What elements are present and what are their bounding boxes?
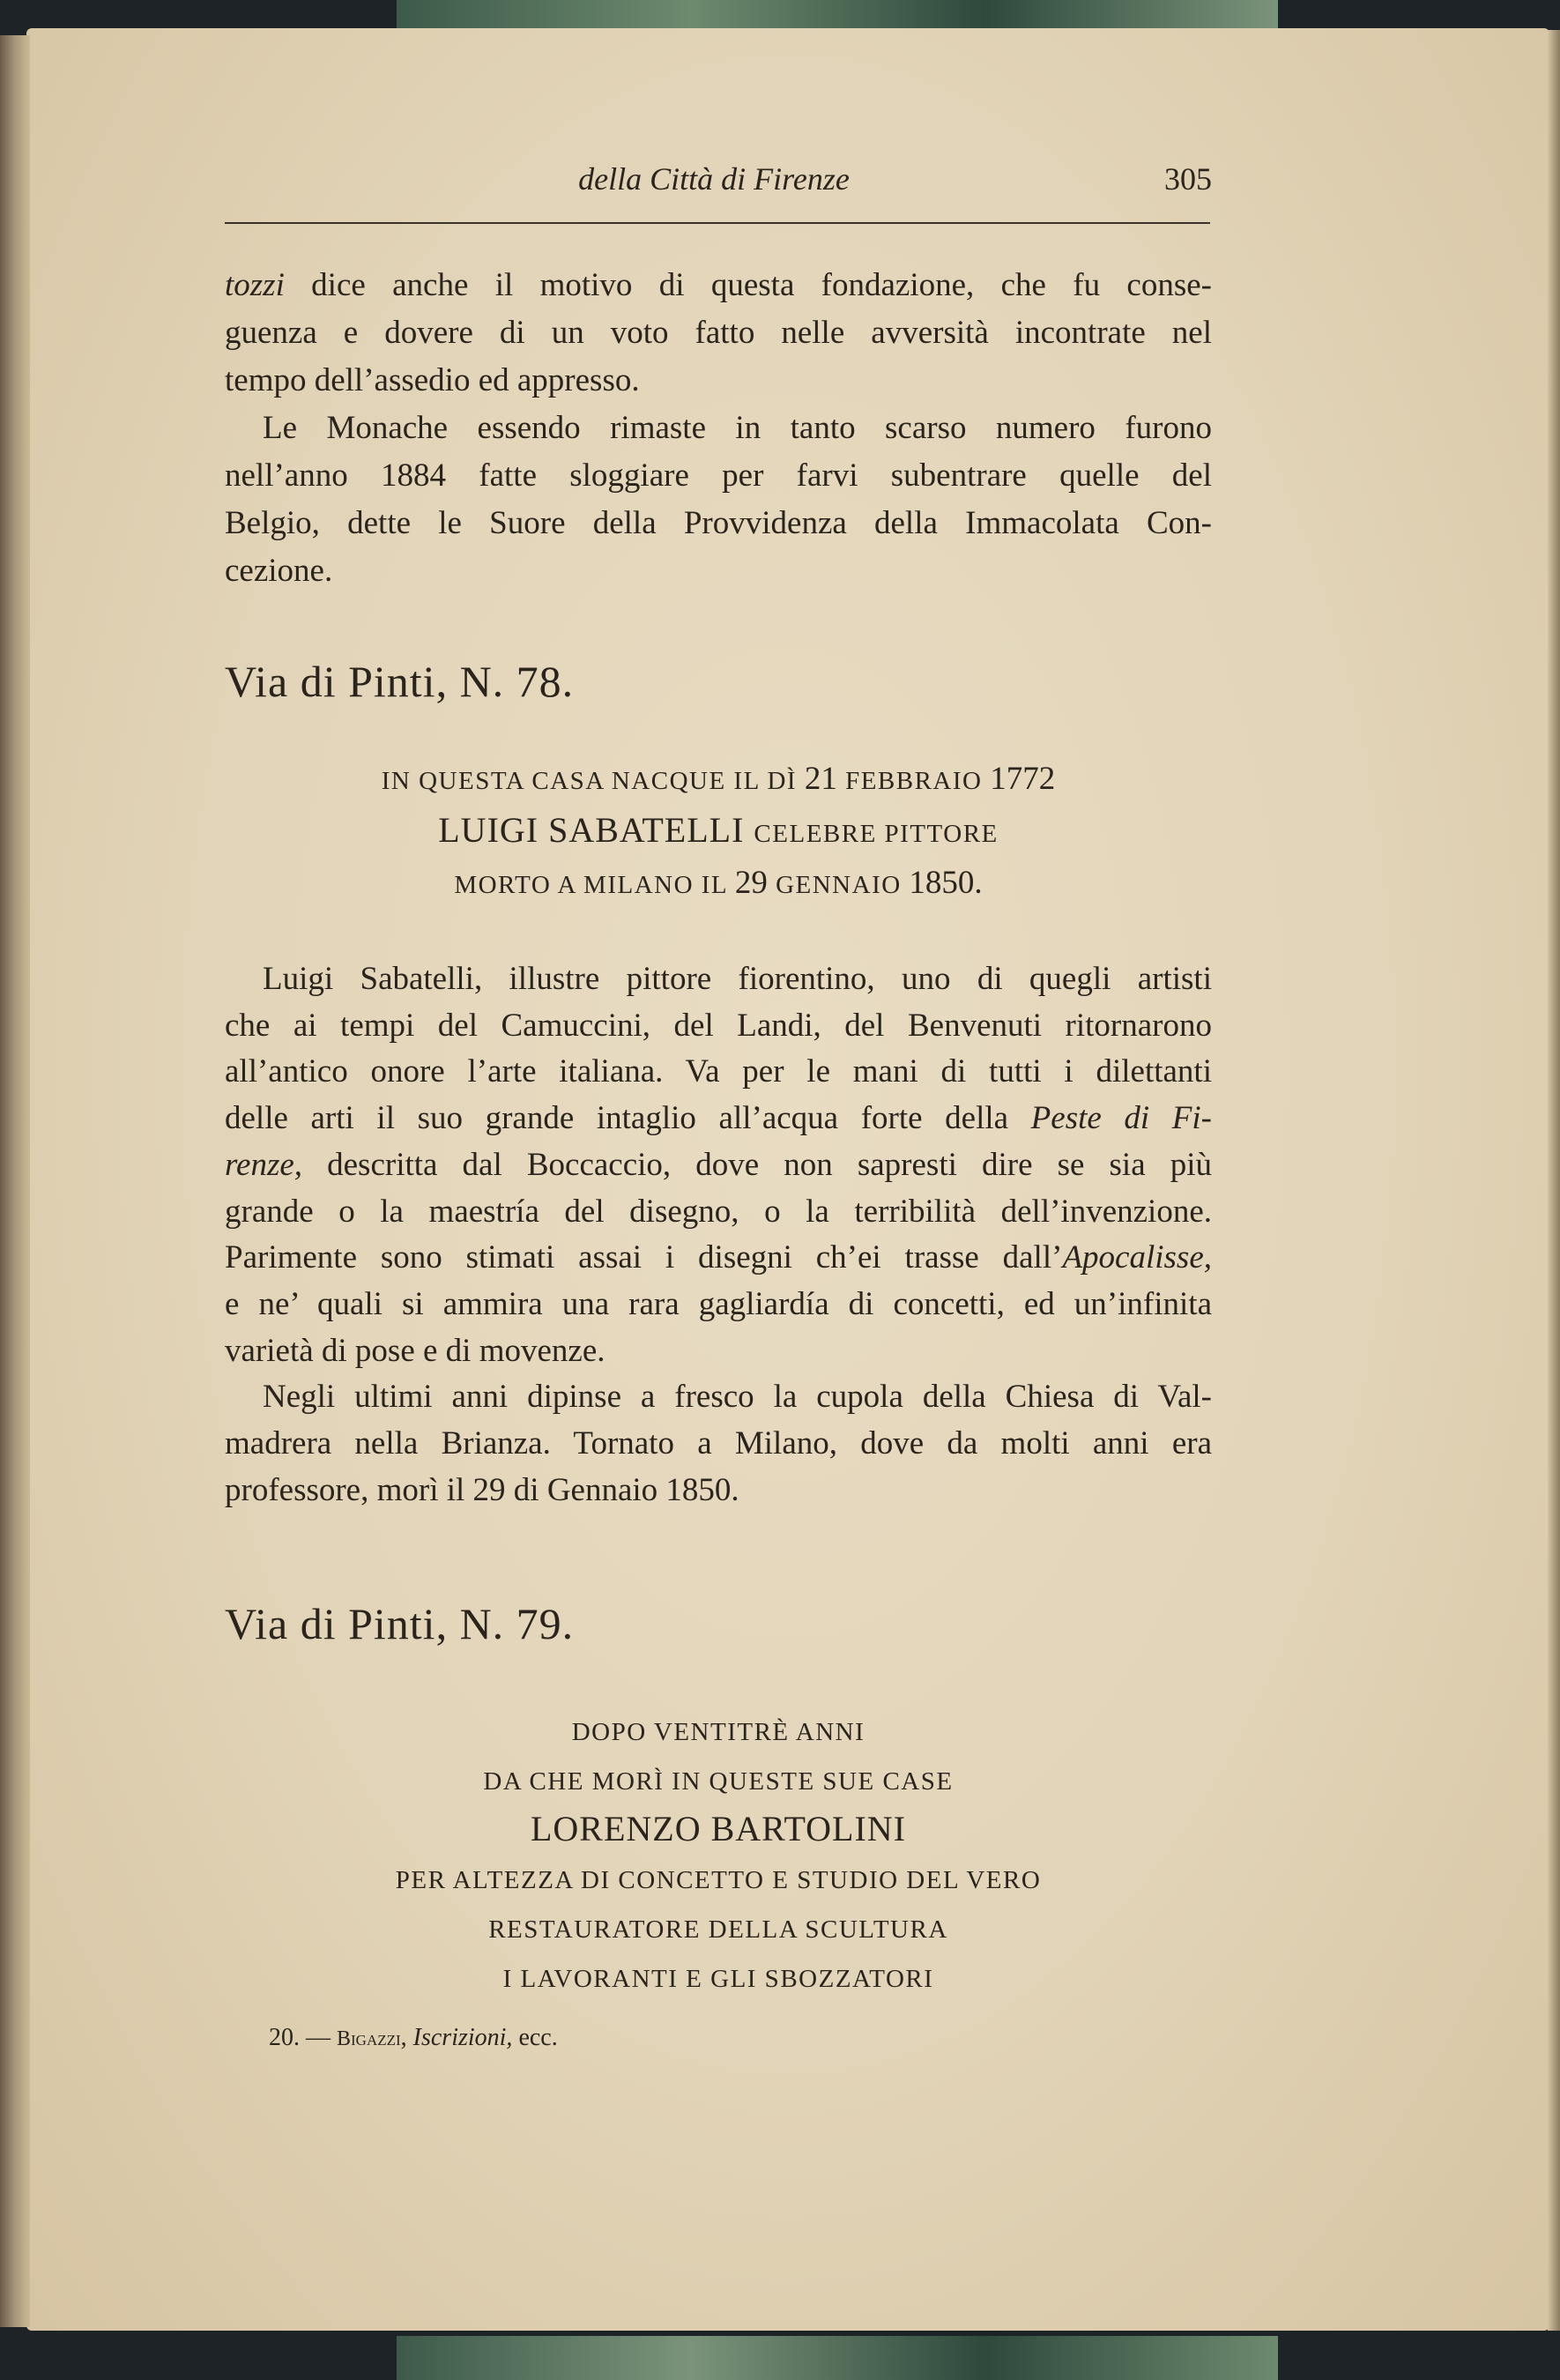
text-segment: IN QUESTA CASA NACQUE IL DÌ	[381, 767, 805, 795]
text-line	[225, 1953, 1212, 2003]
text-segment: DOPO VENTITRÈ ANNI	[571, 1718, 865, 1746]
text-segment: all’antico onore l’arte italiana. Va per le mani di tutti i dilettanti	[225, 1053, 1212, 1090]
text-segment: LUIGI SABATELLI	[438, 810, 754, 850]
book-cover-bottom	[397, 2336, 1278, 2380]
text-segment: cezione.	[225, 553, 333, 589]
text-segment: 21	[804, 761, 846, 797]
text-segment: renze,	[225, 1146, 303, 1183]
text-line	[225, 262, 1212, 309]
paragraph-block-1	[225, 262, 1212, 595]
text-segment: varietà di pose e di movenze.	[225, 1332, 605, 1369]
text-line	[225, 1374, 1212, 1421]
text-segment: MORTO A MILANO IL	[454, 871, 735, 899]
text-segment: tempo dell’assedio ed appresso.	[225, 362, 640, 398]
text-segment: 1850.	[909, 865, 983, 901]
text-line	[225, 500, 1212, 547]
text-line	[225, 1235, 1212, 1282]
text-segment: DA CHE MORÌ IN QUESTE SUE CASE	[483, 1767, 954, 1796]
text-segment: CELEBRE PITTORE	[754, 820, 999, 848]
text-segment: e ne’ quali si ammira una rara gagliardía di concetti, ed un’infinita	[225, 1285, 1212, 1322]
text-segment: Negli ultimi anni dipinse a fresco la cupola della Chiesa di Val-	[263, 1379, 1212, 1416]
text-segment: LORENZO BARTOLINI	[530, 1809, 907, 1848]
inscription-bartolini	[225, 1707, 1212, 2003]
text-segment: grande o la maestría del disegno, o la terribilità dell’invenzione.	[225, 1193, 1212, 1230]
running-head: della Città di Firenze	[578, 161, 850, 197]
text-segment: descritta dal Boccaccio, dove non sapresti dire se sia più	[302, 1146, 1212, 1183]
signature-sep: ,	[400, 2024, 413, 2051]
text-segment: RESTAURATORE DELLA SCULTURA	[488, 1915, 948, 1944]
text-line	[225, 1189, 1212, 1236]
text-line	[225, 1707, 1212, 1756]
text-line	[225, 1049, 1212, 1096]
book-spine	[0, 35, 30, 2327]
text-line	[225, 1468, 1212, 1514]
text-segment: Apocalisse,	[1062, 1239, 1212, 1276]
text-segment: tozzi	[225, 267, 285, 303]
text-segment: 29	[734, 865, 776, 901]
page-edge	[1548, 30, 1560, 2331]
text-line	[225, 547, 1212, 595]
text-segment: Belgio, dette le Suore della Provvidenza della Immacolata Con-	[225, 505, 1212, 541]
text-line	[225, 405, 1212, 452]
text-line	[225, 1855, 1212, 1904]
section-heading-79: Via di Pinti, N. 79.	[225, 1599, 575, 1648]
text-line	[225, 755, 1212, 806]
text-segment: guenza e dovere di un voto fatto nelle avversità incontrate nel	[225, 315, 1212, 351]
text-line	[225, 452, 1212, 500]
text-segment: dice anche il motivo di questa fondazione, che fu conse-	[284, 267, 1212, 303]
text-line	[225, 956, 1212, 1003]
text-segment: Peste di Fi-	[1030, 1100, 1212, 1137]
paragraph-block-2	[225, 956, 1212, 1514]
section-heading-78: Via di Pinti, N. 78.	[225, 657, 575, 706]
text-segment: PER ALTEZZA DI CONCETTO E STUDIO DEL VERO	[395, 1866, 1042, 1894]
inscription-sabatelli	[225, 755, 1212, 910]
text-segment: delle arti il suo grande intaglio all’acqua forte della	[225, 1100, 1031, 1137]
text-segment: che ai tempi del Camuccini, del Landi, del Benvenuti ritornarono	[225, 1007, 1212, 1044]
text-line	[225, 859, 1212, 910]
text-segment: madrera nella Brianza. Tornato a Milano, dove da molti anni era	[225, 1425, 1212, 1462]
signature-rest: ecc.	[512, 2024, 558, 2051]
text-line	[225, 1756, 1212, 1805]
text-line	[225, 357, 1212, 405]
signature-author: Bigazzi	[337, 2027, 401, 2050]
text-line	[225, 1328, 1212, 1375]
text-line	[225, 309, 1212, 357]
text-line	[225, 1003, 1212, 1050]
signature-number: 20. —	[269, 2024, 337, 2051]
signature-title: Iscrizioni,	[412, 2024, 513, 2051]
text-segment: FEBBRAIO	[845, 767, 991, 795]
footnote-signature	[269, 2024, 558, 2052]
text-segment: professore, morì il 29 di Gennaio 1850.	[225, 1471, 739, 1508]
text-segment: nell’anno 1884 fatte sloggiare per farvi subentrare quelle del	[225, 457, 1212, 494]
text-line	[225, 1805, 1212, 1855]
text-segment: I LAVORANTI E GLI SBOZZATORI	[502, 1965, 934, 1993]
text-line	[225, 1142, 1212, 1189]
text-line	[225, 1904, 1212, 1953]
book-cover-top	[397, 0, 1278, 30]
text-segment: 1772	[990, 761, 1056, 797]
text-line	[225, 1282, 1212, 1328]
text-line	[225, 1421, 1212, 1468]
page-number: 305	[1164, 161, 1212, 197]
text-segment: Parimente sono stimati assai i disegni ch’ei trasse dall’	[225, 1239, 1063, 1276]
text-segment: GENNAIO	[776, 871, 910, 899]
text-line	[225, 1096, 1212, 1142]
text-segment: Luigi Sabatelli, illustre pittore fiorentino, uno di quegli artisti	[263, 961, 1212, 997]
text-segment: Le Monache essendo rimaste in tanto scarso numero furono	[263, 410, 1212, 446]
text-line	[225, 806, 1212, 859]
header-rule	[225, 222, 1210, 224]
